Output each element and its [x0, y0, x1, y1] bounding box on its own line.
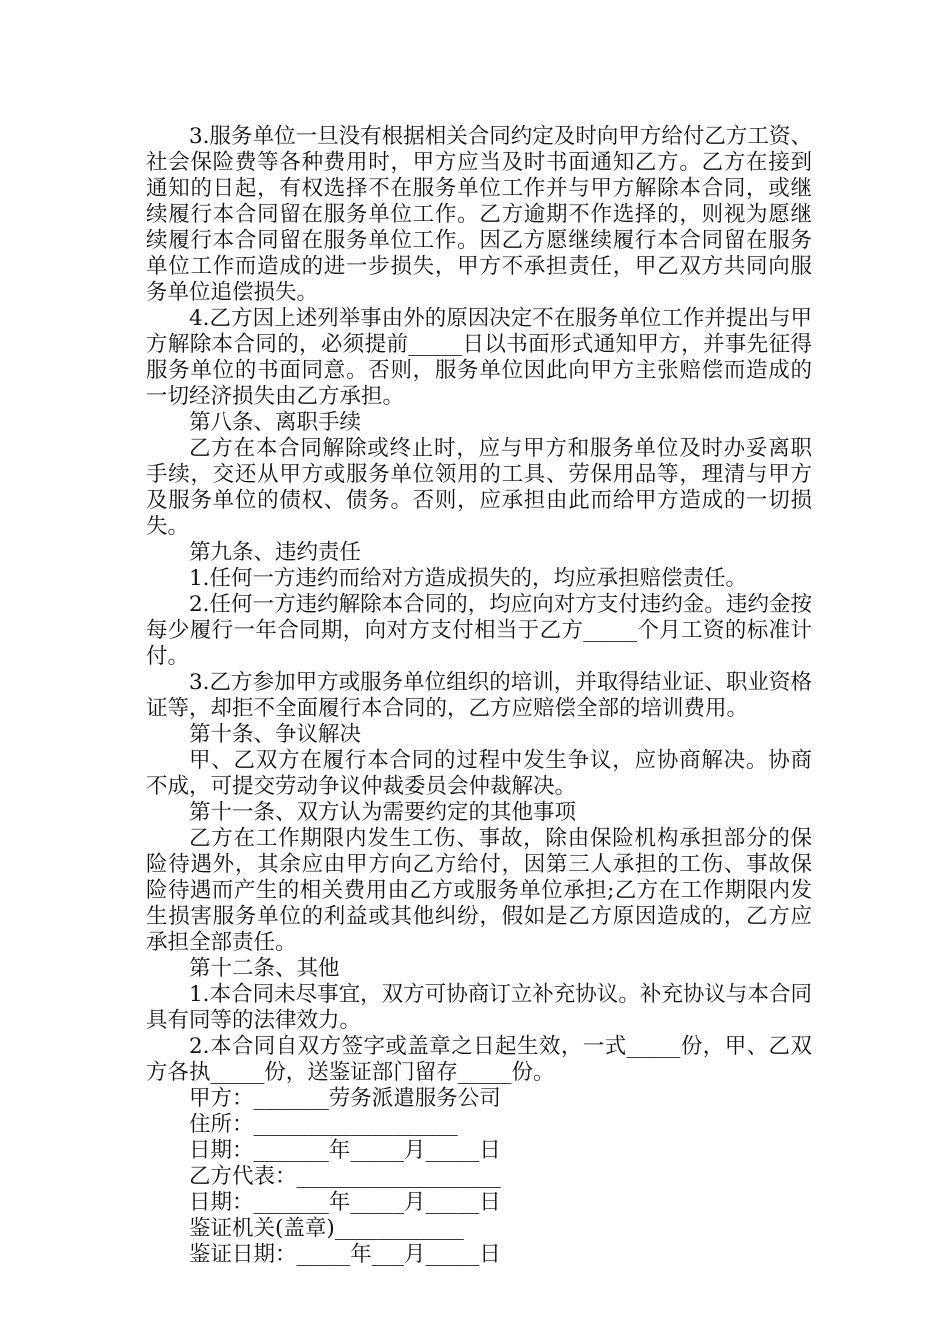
article-12-item-1: 1.本合同未尽事宜，双方可协商订立补充协议。补充协议与本合同具有同等的法律效力。 [146, 982, 812, 1033]
article-8-body: 乙方在本合同解除或终止时，应与甲方和服务单位及时办妥离职手续，交还从甲方或服务单位领用的工具、劳保用品等，理清与甲方及服务单位的债权、债务。否则，应承担由此而给甲方造成的一切损失。 [146, 436, 812, 539]
signature-date-b: 日期：_______年_____月_____日 [189, 1190, 501, 1215]
article-9-item-2: 2.任何一方违约解除本合同的，均应向对方支付违约金。违约金按每少履行一年合同期，向对方支付相当于乙方_____个月工资的标准计付。 [146, 592, 812, 669]
document-page [146, 124, 812, 1268]
article-11-heading: 第十一条、双方认为需要约定的其他事项 [189, 800, 577, 825]
article-9-item-3: 3.乙方参加甲方或服务单位组织的培训，并取得结业证、职业资格证等，却拒不全面履行本合同的，乙方应赔偿全部的培训费用。 [146, 670, 812, 721]
article-10-body: 甲、乙双方在履行本合同的过程中发生争议，应协商解决。协商不成，可提交劳动争议仲裁委员会仲裁解决。 [146, 748, 812, 799]
article-9-heading: 第九条、违约责任 [189, 540, 362, 565]
signature-party-a: 甲方：_______劳务派遣服务公司 [189, 1086, 501, 1111]
signature-attestation-date: 鉴证日期：_____年___月_____日 [189, 1242, 501, 1267]
signature-date-a: 日期：_______年_____月_____日 [189, 1138, 501, 1163]
article-12-heading: 第十二条、其他 [189, 956, 340, 981]
article-8-heading: 第八条、离职手续 [189, 410, 362, 435]
article-10-heading: 第十条、争议解决 [189, 722, 362, 747]
clause-7-item-3: 3.服务单位一旦没有根据相关合同约定及时向甲方给付乙方工资、社会保险费等各种费用时，甲方应当及时书面通知乙方。乙方在接到通知的日起，有权选择不在服务单位工作并与甲方解除本合同，或继续履行本合同留在服务单位工作。乙方逾期不作选择的，则视为愿继续履行本合同留在服务单位工作。因乙方愿继续履行本合同留在服务单位工作而造成的进一步损失，甲方不承担责任，甲乙双方共同向服务单位追偿损失。 [146, 124, 812, 305]
article-11-body: 乙方在工作期限内发生工伤、事故，除由保险机构承担部分的保险待遇外，其余应由甲方向乙方给付，因第三人承担的工伤、事故保险待遇而产生的相关费用由乙方或服务单位承担;乙方在工作期限内发生损害服务单位的利益或其他纠纷，假如是乙方原因造成的，乙方应承担全部责任。 [146, 826, 812, 955]
signature-attestation-authority: 鉴证机关(盖章)____________ [189, 1216, 464, 1241]
article-9-item-1: 1.任何一方违约而给对方造成损失的，均应承担赔偿责任。 [189, 566, 748, 591]
signature-address: 住所：___________________ [189, 1112, 458, 1137]
signature-party-b-rep: 乙方代表：___________________ [189, 1164, 501, 1189]
article-12-item-2: 2.本合同自双方签字或盖章之日起生效，一式_____份，甲、乙双方各执_____份，送鉴证部门留存_____份。 [146, 1034, 812, 1085]
clause-7-item-4: 4.乙方因上述列举事由外的原因决定不在服务单位工作并提出与甲方解除本合同的，必须提前_____日以书面形式通知甲方，并事先征得服务单位的书面同意。否则，服务单位因此向甲方主张赔偿而造成的一切经济损失由乙方承担。 [146, 306, 812, 409]
